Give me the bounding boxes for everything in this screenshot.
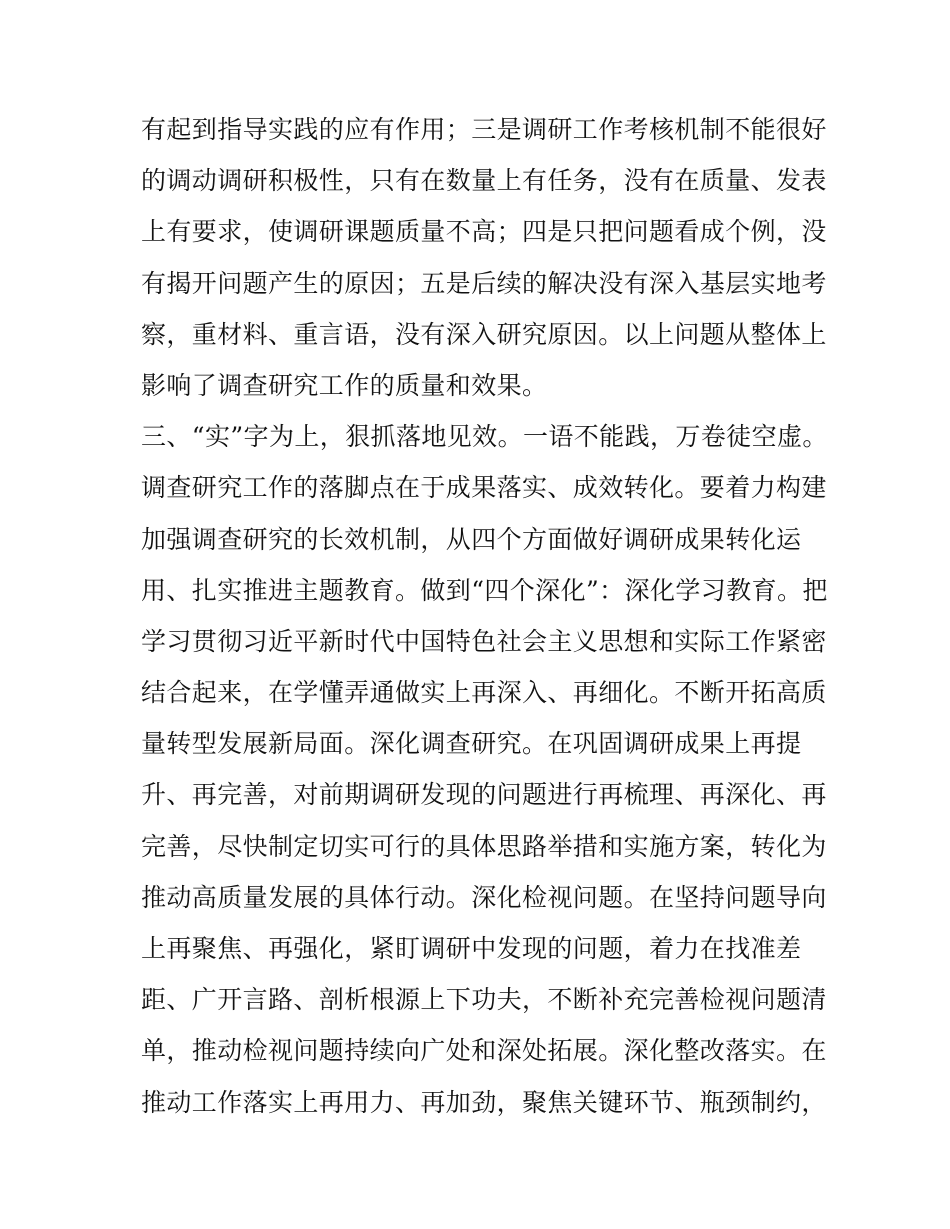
text-line: 距、广开言路、剖析根源上下功夫，不断补充完善检视问题清	[141, 985, 827, 1015]
text-line: 上再聚焦、再强化，紧盯调研中发现的问题，着力在找准差	[141, 934, 802, 963]
text-line: 量转型发展新局面。深化调查研究。在巩固调研成果上再提	[141, 729, 802, 759]
text-line: 上有要求，使调研课题质量不高；四是只把问题看成个例，没	[141, 217, 827, 247]
text-line: 推动高质量发展的具体行动。深化检视问题。在坚持问题导向	[141, 882, 827, 912]
text-line: 影响了调查研究工作的质量和效果。	[141, 370, 548, 400]
text-line: 有揭开问题产生的原因；五是后续的解决没有深入基层实地考	[141, 268, 827, 298]
text-line: 单，推动检视问题持续向广处和深处拓展。深化整改落实。在	[141, 1036, 827, 1066]
text-line: 用、扎实推进主题教育。做到“四个深化”：深化学习教育。把	[141, 575, 828, 605]
text-line: 学习贯彻习近平新时代中国特色社会主义思想和实际工作紧密	[141, 626, 827, 656]
text-line: 结合起来，在学懂弄通做实上再深入、再细化。不断开拓高质	[141, 678, 827, 708]
text-line: 升、再完善，对前期调研发现的问题进行再梳理、再深化、再	[141, 780, 827, 810]
text-line: 完善，尽快制定切实可行的具体思路举措和实施方案，转化为	[141, 831, 827, 861]
text-line: 调查研究工作的落脚点在于成果落实、成效转化。要着力构建	[141, 473, 827, 503]
text-line: 察，重材料、重言语，没有深入研究原因。以上问题从整体上	[141, 319, 827, 349]
text-line: 的调动调研积极性，只有在数量上有任务，没有在质量、发表	[141, 166, 827, 196]
text-line: 推动工作落实上再用力、再加劲，聚焦关键环节、瓶颈制约，	[141, 1087, 827, 1117]
body-text	[141, 104, 828, 1128]
text-line: 加强调查研究的长效机制，从四个方面做好调研成果转化运	[141, 524, 802, 554]
section-heading-line: 三、“实”字为上，狠抓落地见效。一语不能践，万卷徒空虚。	[141, 422, 828, 452]
text-line: 有起到指导实践的应有作用；三是调研工作考核机制不能很好	[141, 115, 827, 144]
